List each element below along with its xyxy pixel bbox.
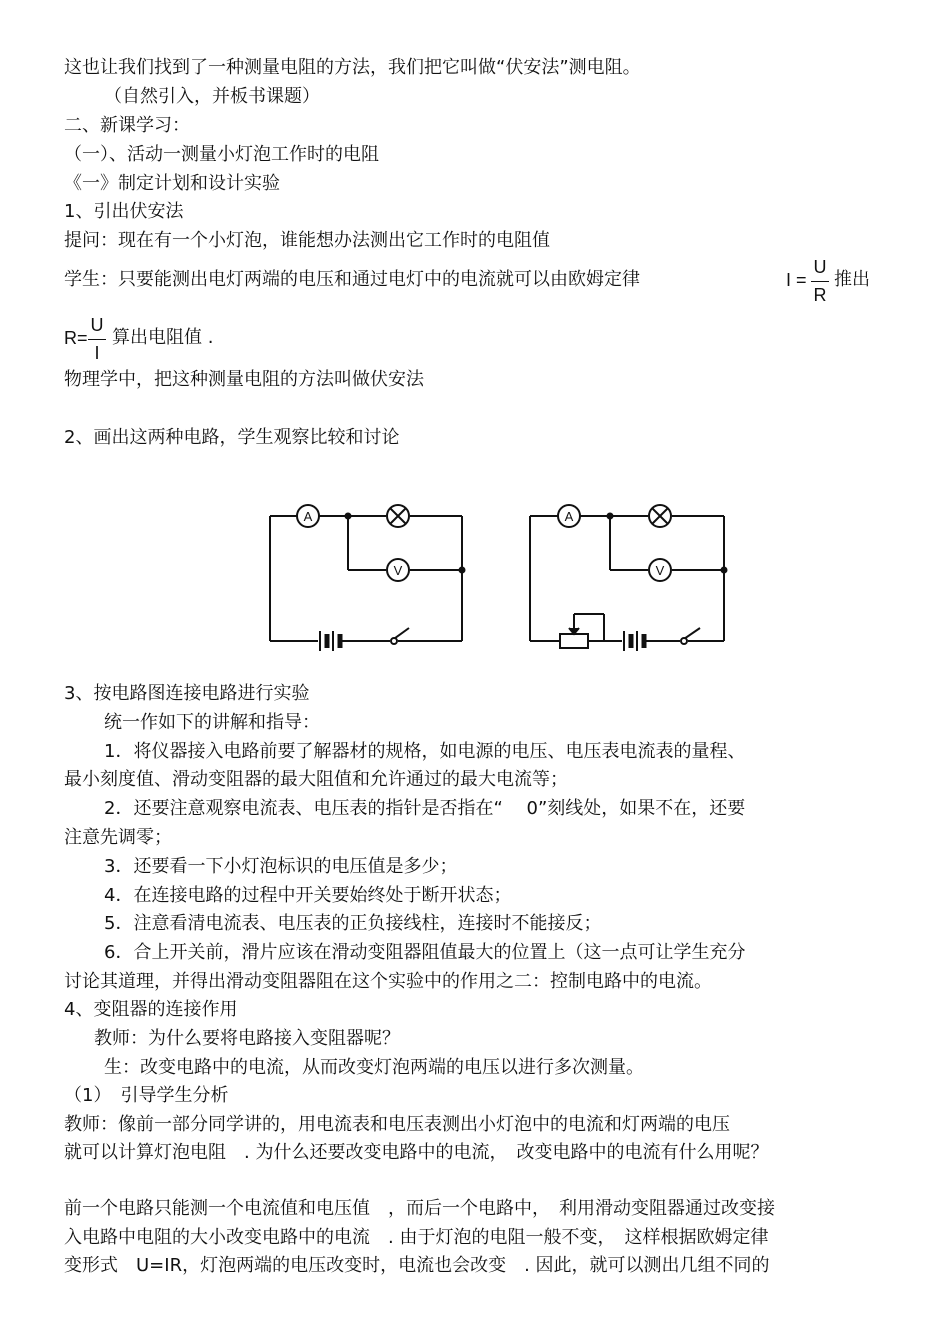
voltmeter-label: V bbox=[393, 563, 403, 578]
formula-lhs: R= bbox=[64, 328, 88, 348]
text-line: 生：改变电路中的电流，从而改变灯泡两端的电压以进行多次测量。 bbox=[104, 1057, 644, 1078]
fraction-bar bbox=[811, 281, 829, 282]
text-line: 变形式 U=IR，灯泡两端的电压改变时，电流也会改变 . 因此，就可以测出几组不同的 bbox=[64, 1255, 770, 1276]
fraction-u-over-r bbox=[811, 257, 829, 307]
text-line: 学生：只要能测出电灯两端的电压和通过电灯中的电流就可以由欧姆定律 bbox=[64, 269, 640, 290]
item-heading: 3、按电路图连接电路进行实验 bbox=[64, 683, 310, 704]
list-item: 4．在连接电路的过程中开关要始终处于断开状态； bbox=[104, 885, 512, 906]
list-item: 5．注意看清电流表、电压表的正负接线柱，连接时不能接反； bbox=[104, 913, 602, 934]
text-line: 注意先调零； bbox=[64, 827, 172, 848]
list-item: 2．还要注意观察电流表、电压表的指针是否指在“ 0”刻线处，如果不在，还要 bbox=[104, 798, 746, 819]
text-line: 教师：像前一部分同学讲的，用电流表和电压表测出小灯泡中的电流和灯两端的电压 bbox=[64, 1114, 730, 1135]
text-line: 这也让我们找到了一种测量电阻的方法，我们把它叫做“伏安法”测电阻。 bbox=[64, 57, 641, 78]
item-heading: 1、引出伏安法 bbox=[64, 201, 184, 222]
subsection-heading: （一）、活动一测量小灯泡工作时的电阻 bbox=[64, 144, 379, 165]
text-line: 统一作如下的讲解和指导： bbox=[104, 712, 320, 733]
ammeter-label: A bbox=[564, 509, 574, 524]
text-line: （1） 引导学生分析 bbox=[64, 1085, 229, 1106]
fraction-denominator: I bbox=[94, 343, 100, 363]
subsection-heading: 《一》制定计划和设计实验 bbox=[64, 173, 280, 194]
text-line: 最小刻度值、滑动变阻器的最大阻值和允许通过的最大电流等； bbox=[64, 769, 568, 790]
text-line: 提问：现在有一个小灯泡，谁能想办法测出它工作时的电阻值 bbox=[64, 230, 550, 251]
circuit-diagrams bbox=[0, 490, 950, 690]
list-item: 6．合上开关前，滑片应该在滑动变阻器阻值最大的位置上（这一点可让学生充分 bbox=[104, 942, 746, 963]
section-heading: 二、新课学习： bbox=[64, 115, 190, 136]
list-item: 1．将仪器接入电路前要了解器材的规格，如电源的电压、电压表电流表的量程、 bbox=[104, 741, 746, 762]
text-line: （自然引入，并板书课题） bbox=[104, 86, 320, 107]
text-line: 入电路中电阻的大小改变电路中的电流 . 由于灯泡的电阻一般不变， 这样根据欧姆定律 bbox=[64, 1227, 769, 1248]
text-line: 算出电阻值 . bbox=[112, 327, 214, 348]
voltmeter-label: V bbox=[655, 563, 665, 578]
fraction-denominator: R bbox=[813, 285, 827, 305]
text-line: 前一个电路只能测一个电流值和电压值 ，而后一个电路中， 利用滑动变阻器通过改变接 bbox=[64, 1198, 775, 1219]
fraction-numerator: U bbox=[813, 257, 827, 277]
formula-lhs: I = bbox=[786, 270, 807, 290]
text-line: 物理学中，把这种测量电阻的方法叫做伏安法 bbox=[64, 369, 424, 390]
rheostat-icon bbox=[560, 634, 588, 648]
list-item: 3．还要看一下小灯泡标识的电压值是多少； bbox=[104, 856, 458, 877]
text-line: 讨论其道理，并得出滑动变阻器阻在这个实验中的作用之二：控制电路中的电流。 bbox=[64, 971, 712, 992]
fraction-numerator: U bbox=[90, 315, 104, 335]
circuit-voltammeter bbox=[270, 505, 465, 651]
ammeter-label: A bbox=[303, 509, 313, 524]
text-line: 就可以计算灯泡电阻 . 为什么还要改变电路中的电流， 改变电路中的电流有什么用呢？ bbox=[64, 1142, 769, 1163]
fraction-bar bbox=[88, 339, 106, 340]
text-line: 教师：为什么要将电路接入变阻器呢？ bbox=[94, 1028, 400, 1049]
fraction-u-over-i bbox=[88, 315, 106, 365]
text-fragment: 推出 bbox=[834, 269, 870, 290]
item-heading: 4、变阻器的连接作用 bbox=[64, 999, 238, 1020]
item-heading: 2、画出这两种电路，学生观察比较和讨论 bbox=[64, 427, 400, 448]
circuit-with-rheostat bbox=[530, 505, 727, 651]
